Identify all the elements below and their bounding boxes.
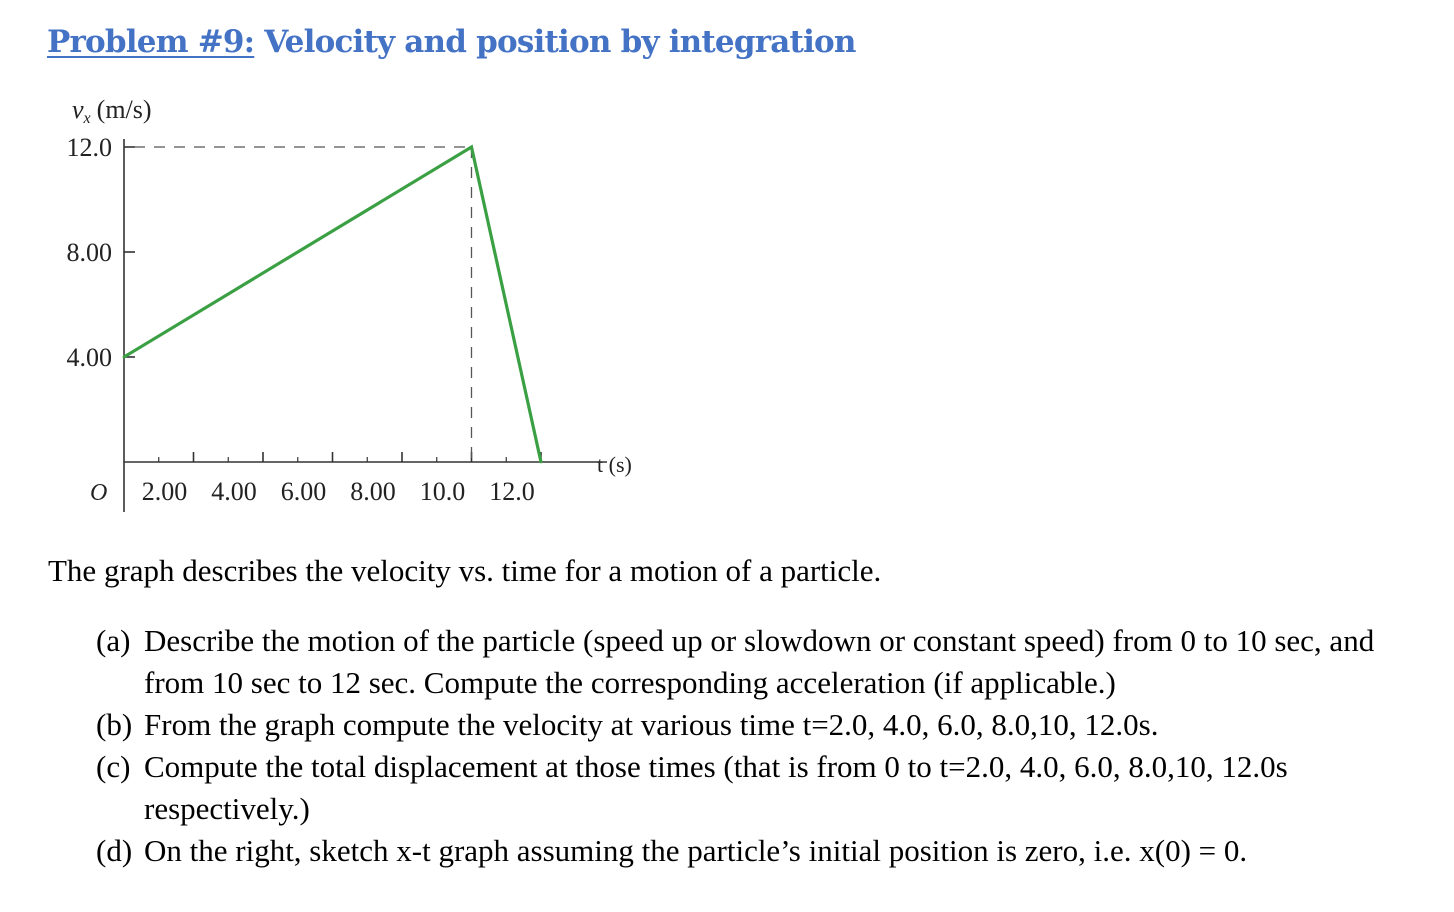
x-tick-label: 6.00 <box>280 477 327 506</box>
x-axis-label: t (s) <box>597 452 632 477</box>
velocity-data-point <box>470 146 473 149</box>
question-text: From the graph compute the velocity at various time t=2.0, 4.0, 6.0, 8.0,10, 12.0s. <box>144 707 1159 742</box>
x-tick-label: 4.00 <box>211 477 257 506</box>
origin-label: O <box>90 480 108 506</box>
question-c <box>96 746 1396 830</box>
y-axis-subscript: x <box>83 110 91 127</box>
problem-intro: The graph describes the velocity vs. time for a motion of a particle. <box>48 553 882 588</box>
velocity-series-line <box>124 147 541 462</box>
question-marker: (a) <box>96 623 131 658</box>
x-tick-label: 8.00 <box>350 477 396 506</box>
y-tick-label: 8.00 <box>66 238 112 267</box>
question-text: Describe the motion of the particle (speed up or slowdown or constant speed) from 0 to 10 sec, and from 10 sec to 12 sec. Compute the corresponding acceleration (if applicable.) <box>144 623 1375 700</box>
question-text: Compute the total displacement at those times (that is from 0 to t=2.0, 4.0, 6.0, 8.0,10, 12.0s respectively.) <box>144 749 1288 826</box>
question-a <box>96 620 1396 704</box>
y-axis-variable: v <box>72 95 84 124</box>
y-axis-units: (m/s) <box>96 95 152 124</box>
y-tick-label: 4.00 <box>66 343 112 372</box>
y-axis-label <box>72 95 152 127</box>
question-marker: (b) <box>96 707 133 742</box>
velocity-data-point <box>123 356 126 359</box>
velocity-time-chart <box>0 0 700 530</box>
x-tick-label: 12.0 <box>489 477 535 506</box>
x-tick-label: 10.0 <box>419 477 466 506</box>
question-list <box>96 620 1396 872</box>
question-b <box>96 704 1396 746</box>
x-tick-label: 2.00 <box>141 477 188 506</box>
y-tick-label: 12.0 <box>66 133 112 162</box>
velocity-data-point <box>540 461 543 464</box>
question-text: On the right, sketch x-t graph assuming the particle’s initial position is zero, i.e. x(0) = 0. <box>144 833 1248 868</box>
question-d <box>96 830 1396 872</box>
question-marker: (d) <box>96 833 133 868</box>
question-marker: (c) <box>96 749 131 784</box>
problem-number: Problem #9: <box>47 24 255 60</box>
problem-heading: Velocity and position by integration <box>254 24 856 60</box>
